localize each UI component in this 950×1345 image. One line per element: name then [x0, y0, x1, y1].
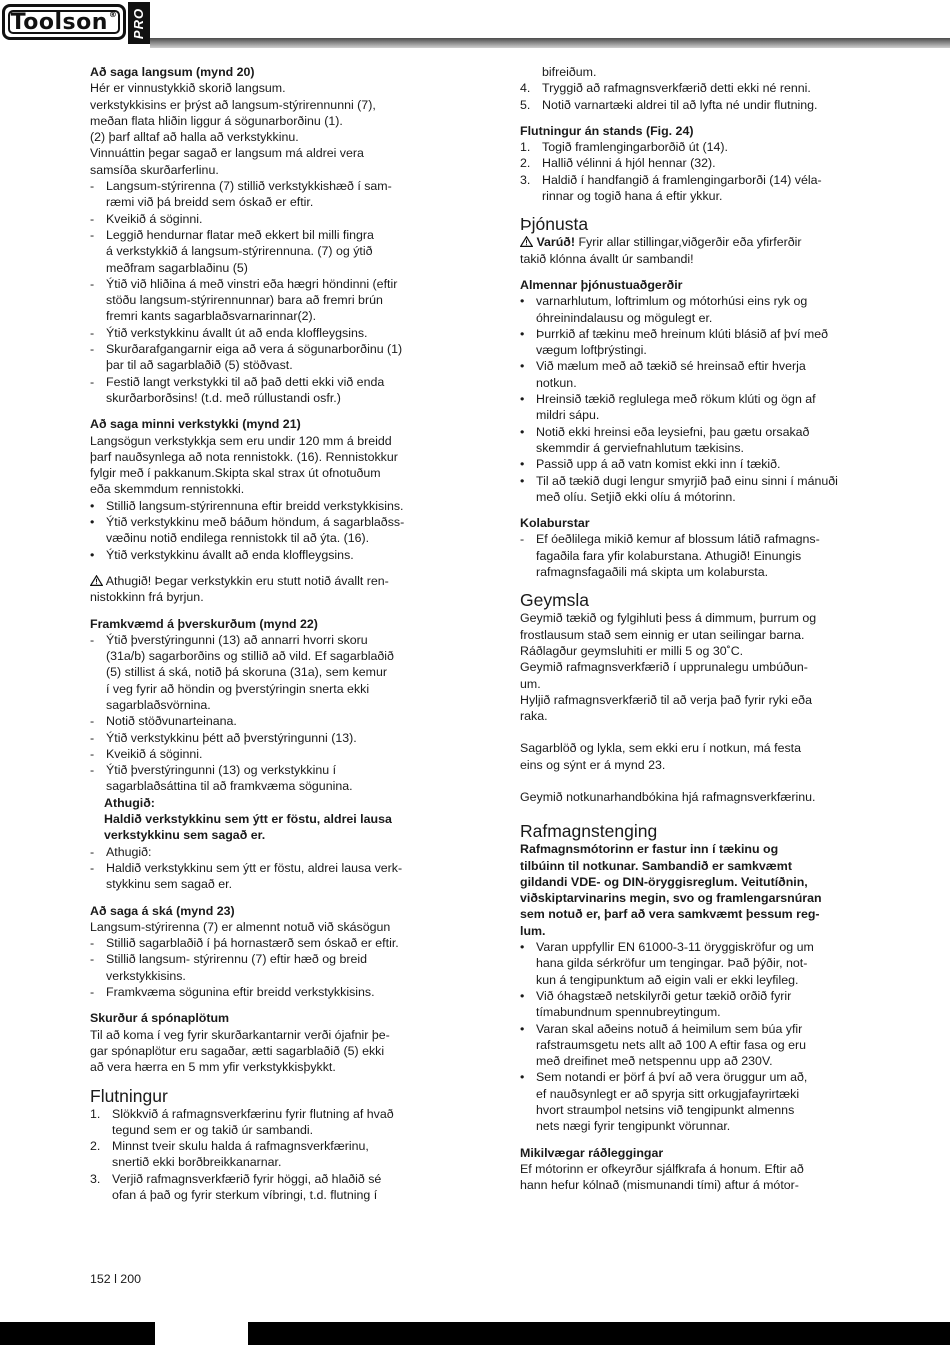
list-item-text: Togið framlengingarborðið út (14). [542, 140, 728, 155]
list-item [520, 358, 865, 391]
text-line: viðskiptarvinarins megin, svo og framlengarsnúran [520, 891, 822, 906]
spacer [90, 406, 435, 416]
list-item-text: Varan skal aðeins notuð á heimilum sem búa yfir [536, 1021, 803, 1036]
list-item-text: bifreiðum. [542, 65, 597, 79]
list-marker: • [520, 359, 525, 374]
list-marker: - [90, 746, 95, 761]
section-heading: Geymsla [520, 590, 590, 611]
list-item [520, 424, 865, 457]
list-item-text: Haldið í handfangið á framlengingarborði (14) véla- [542, 172, 822, 187]
warning-text: takið klónna ávallt úr sambandi! [520, 251, 694, 266]
list-item [90, 713, 435, 729]
list-item [90, 1171, 435, 1204]
list-item-text: varnarhlutum, loftrimlum og mótorhúsi eins ryk og [536, 294, 808, 309]
list-item-text: Sem notandi er þörf á því að vera öruggur um að, [536, 1070, 808, 1085]
list-marker: • [520, 940, 525, 955]
list-marker: - [90, 763, 95, 778]
list-item-text: verkstykkisins. [106, 968, 186, 983]
section-heading: Þjónusta [520, 214, 589, 235]
spacer [90, 606, 435, 616]
subsection-heading: Kolaburstar [520, 516, 590, 531]
spacer [90, 563, 435, 573]
list-item-text: Ýtið þverstýringunni (13) og verkstykkinu í [106, 763, 337, 778]
subsection-heading: Að saga á ská (mynd 23) [90, 903, 235, 918]
text-line: Geymið rafmagnsverkfærið í upprunalegu umbúðun- [520, 660, 808, 675]
list-item-text: Við mælum með að tækið sé hreinsað eftir hverja [536, 359, 806, 374]
text-line: Ef mótorinn er ofkeyrður sjálfkrafa á honum. Eftir að [520, 1161, 804, 1176]
list-item [520, 293, 865, 326]
list-item-text: hvort straumþol netsins við tengipunkt almenns [536, 1103, 795, 1118]
text-line: gildandi VDE- og DIN-öryggisreglum. Veitutíðnin, [520, 874, 808, 889]
subsection-heading: Framkvæmd á þverskurðum (mynd 22) [90, 616, 318, 631]
text-line: raka. [520, 709, 548, 724]
list-item-text: á verkstykkið á langsum-stýrirennuna. (7) og ýtið [106, 244, 373, 259]
list-item-text: ef nauðsynlegt er að spyrja sitt orkugjafayrirtæki [536, 1086, 800, 1101]
toolson-logo [2, 4, 126, 40]
list-marker: - [90, 936, 95, 951]
list-item [520, 531, 865, 580]
list-item-text: Við óhagstæð netskilyrði getur tækið orðið fyrir [536, 988, 792, 1003]
warning-triangle-icon [90, 574, 103, 585]
list-marker: - [90, 325, 95, 340]
spacer [520, 724, 865, 740]
list-item [520, 456, 865, 472]
left-column [90, 64, 435, 1203]
list-marker: • [520, 457, 525, 472]
text-line: Langsögun verkstykkja sem eru undir 120 mm á breidd [90, 433, 392, 448]
list-marker: • [520, 473, 525, 488]
bold-note: Haldið verkstykkinu sem ýtt er föstu, aldrei lausa [104, 812, 392, 827]
footer-bar [0, 1322, 950, 1345]
list-item [90, 325, 435, 341]
page-number: 152 l 200 [90, 1272, 141, 1286]
list-item-text: Notið ekki hreinsi eða leysiefni, þau gætu orsakað [536, 424, 810, 439]
list-item-text: tímabundnum spennubreytingum. [536, 1005, 721, 1020]
list-item-text: væðinu notið endilega rennistokk til að ýta. (16). [106, 531, 370, 546]
list-item-text: Til að tækið dugi lengur smyrjið það einu sinni í mánuði [536, 473, 838, 488]
list-item-text: fremri kants sagarblaðsvarnarinnar(2). [106, 309, 317, 324]
list-item-text: Kveikið á söginni. [106, 211, 203, 226]
list-item-text: stöðu langsum-stýrirennunnar) bara að fremri brún [106, 293, 383, 308]
list-item [520, 64, 865, 80]
list-item [520, 139, 865, 155]
header-bar [150, 38, 950, 48]
list-marker: - [90, 276, 95, 291]
list-item [90, 1138, 435, 1171]
list-marker: • [520, 1070, 525, 1085]
text-line: hann hefur kólnað (mismunandi tími) aftur á mótor- [520, 1178, 799, 1193]
list-item [90, 632, 435, 713]
spacer [520, 267, 865, 277]
list-marker: • [520, 424, 525, 439]
list-item-text: Kveikið á söginni. [106, 746, 203, 761]
text-line: að vera hærra en 5 mm yfir verkstykkisþykkt. [90, 1060, 336, 1075]
list-item-text: skurðarborðsins! (t.d. með rúllustandi osfr.) [106, 390, 341, 405]
text-line: Hér er vinnustykkið skorið langsum. [90, 81, 286, 96]
list-marker: - [520, 532, 525, 547]
list-item-text: Ýtið verkstykkinu þétt að þverstýringunni (13). [106, 730, 357, 745]
warning-label: Varúð! [533, 235, 575, 250]
list-item-text: ofan á það og fyrir sterkum víbringi, t.d. flutning í [112, 1188, 378, 1202]
list-marker: • [520, 988, 525, 1003]
list-item-text: sagarblaðsáttina til að framkvæma sögunina. [106, 779, 353, 794]
warning-text: nistokkinn frá byrjun. [90, 590, 204, 605]
list-item-text: Passið upp á að vatn komist ekki inn í tækið. [536, 457, 781, 472]
spacer [520, 1135, 865, 1145]
list-item-text: vægum loftþrýstingi. [536, 343, 647, 358]
text-line: Rafmagnsmótorinn er fastur inn í tækinu og [520, 842, 779, 857]
list-item [90, 935, 435, 951]
text-line: Ráðlagður geymsluhiti er milli 5 og 30˚C. [520, 643, 744, 658]
spacer [520, 580, 865, 590]
list-item-text: Stillið langsum- stýrirennu (7) eftir hæð og breid [106, 952, 368, 967]
list-item-text: (5) stillist á ská, notið þá skoruna (31a), sem kemur [106, 665, 387, 680]
warning-text: Athugið! Þegar verkstykkin eru stutt notið ávallt ren- [103, 573, 389, 588]
logo-text: Toolson [10, 9, 108, 35]
list-item-text: hana gilda sérkröfur um tengingar. Það þýðir, not- [536, 956, 808, 971]
list-item-text: Haldið verkstykkinu sem ýtt er föstu, aldrei lausa verk- [106, 860, 403, 875]
warning-text: Fyrir allar stillingar,viðgerðir eða yfirferðir [575, 235, 802, 250]
text-line: eins og sýnt er á mynd 23. [520, 757, 666, 772]
spacer [520, 113, 865, 123]
list-item [90, 498, 435, 514]
list-item [90, 1106, 435, 1139]
subsection-heading: Að saga minni verkstykki (mynd 21) [90, 417, 301, 432]
list-marker: - [90, 179, 95, 194]
list-marker: 1. [90, 1106, 101, 1121]
list-marker: • [520, 1021, 525, 1036]
list-item-text: óhreinindalausu og mögulegt er. [536, 310, 713, 325]
list-item-text: rinnar og togið hana á eftir ykkur. [542, 189, 723, 204]
subsection-heading: Almennar þjónustuaðgerðir [520, 277, 683, 292]
spacer [90, 893, 435, 903]
list-item-text: notkun. [536, 375, 577, 390]
list-marker: 4. [520, 81, 531, 96]
text-line: sem notuð er, þarf að vera samkvæmt þessum reg- [520, 907, 820, 922]
text-line: þarf nauðsynlega að nota rennistokk. (16). Rennistokkur [90, 449, 398, 464]
warning-note [90, 573, 435, 589]
list-item-text: Hallið vélinni á hjól hennar (32). [542, 156, 716, 171]
list-item-text: Varan uppfyllir EN 61000-3-11 öryggiskröfur og um [536, 940, 814, 955]
spacer [520, 505, 865, 515]
list-item [90, 211, 435, 227]
text-line: Langsum-stýrirenna (7) er almennt notuð við skásögun [90, 919, 391, 934]
list-item-text: Slökkvið á rafmagnsverkfærinu fyrir flutning af hvað [112, 1106, 394, 1121]
list-item [520, 155, 865, 171]
list-item-text: Notið stöðvunarteinana. [106, 714, 237, 729]
text-line: Sagarblöð og lykla, sem ekki eru í notkun, má festa [520, 741, 801, 756]
list-marker: 2. [90, 1139, 101, 1154]
list-item [520, 1069, 865, 1134]
list-item-text: Ýtið við hliðina á með vinstri eða hægri höndinni (eftir [106, 276, 398, 291]
list-marker: - [90, 730, 95, 745]
subsection-heading: Mikilvægar ráðleggingar [520, 1145, 664, 1160]
text-line: um. [520, 676, 541, 691]
list-marker: - [90, 632, 95, 647]
pro-badge: PRO [128, 2, 150, 44]
list-item-text: Ýtið verkstykkinu ávallt út að enda kloffleygsins. [106, 325, 368, 340]
warning-note [520, 234, 865, 250]
subsection-heading: Flutningur án stands (Fig. 24) [520, 123, 694, 138]
list-marker: • [520, 294, 525, 309]
list-item [520, 97, 865, 113]
list-item [90, 276, 435, 325]
list-marker: - [90, 860, 95, 875]
list-item [90, 374, 435, 407]
list-item [520, 939, 865, 988]
spacer [520, 204, 865, 214]
footer-gap [155, 1322, 248, 1345]
list-item [90, 746, 435, 762]
list-item-text: Framkvæma sögunina eftir breidd verkstykkisins. [106, 985, 375, 1000]
text-line: Geymið tækið og fylgihluti þess á dimmum, þurrum og [520, 611, 817, 626]
text-line: Geymið notkunarhandbókina hjá rafmagnsverkfærinu. [520, 789, 816, 804]
warning-triangle-icon [520, 235, 533, 246]
list-item-text: Verjið rafmagnsverkfærið fyrir höggi, að hlaðið sé [112, 1171, 382, 1186]
list-item [520, 80, 865, 96]
list-marker: 1. [520, 140, 531, 155]
list-item [90, 547, 435, 563]
list-item [520, 1021, 865, 1070]
section-heading: Rafmagnstenging [520, 821, 658, 842]
list-item-text: ræmi við þá breidd sem óskað er eftir. [106, 195, 314, 210]
text-line: eða skemmdum rennistokki. [90, 482, 245, 497]
list-item [520, 391, 865, 424]
list-item-text: Leggið hendurnar flatar með ekkert bil milli fingra [106, 227, 374, 242]
list-item-text: Ýtið þverstýringunni (13) að annarri hvorri skoru [106, 632, 368, 647]
list-marker: • [90, 515, 95, 530]
list-item [520, 172, 865, 205]
list-marker: - [90, 952, 95, 967]
spacer [520, 805, 865, 821]
bold-note: verkstykkinu sem sagað er. [104, 828, 266, 843]
list-item-text: tegund sem er og takið úr sambandi. [112, 1122, 314, 1137]
list-item [90, 178, 435, 211]
right-column [520, 64, 865, 1194]
list-item [90, 844, 435, 860]
page-header [0, 0, 950, 50]
text-line: meðan flata hliðin liggur á sögunarborðinu (1). [90, 113, 343, 128]
list-item-text: kun á tengipunktum að eigin vali er ekki leyfileg. [536, 972, 799, 987]
list-item-text: Minnst tveir skulu halda á rafmagnsverkfærinu, [112, 1139, 369, 1154]
list-item-text: Ýtið verkstykkinu ávallt að enda kloffleygsins. [106, 547, 354, 562]
list-item [520, 473, 865, 506]
list-marker: • [90, 547, 95, 562]
list-item-text: skemmdir á gerviefnahlutum tækisins. [536, 440, 744, 455]
list-marker: • [520, 392, 525, 407]
list-marker: - [90, 374, 95, 389]
text-line: lum. [520, 923, 546, 938]
text-line: tilbúinn til notkunar. Sambandið er samkvæmt [520, 858, 792, 873]
text-line: (2) þarf alltaf að halla að verkstykkinu. [90, 130, 299, 145]
list-item-text: þar til að sagarblaðið (5) stöðvast. [106, 358, 293, 373]
list-item [90, 514, 435, 547]
subsection-heading: Skurður á spónaplötum [90, 1011, 230, 1026]
list-marker: • [90, 498, 95, 513]
list-item [90, 341, 435, 374]
list-item-text: Notið varnartæki aldrei til að lyfta né undir flutning. [542, 97, 818, 112]
list-marker: 2. [520, 156, 531, 171]
list-marker: - [90, 211, 95, 226]
list-item-text: rafmagnsfagaðili má skipta um kolabursta. [536, 565, 769, 580]
list-item-text: meðfram sagarblaðinu (5) [106, 260, 248, 275]
list-marker: - [90, 985, 95, 1000]
bold-note: Athugið: [104, 795, 155, 810]
text-line: samsíða skurðarferlinu. [90, 162, 219, 177]
text-line: verkstykkisins er þrýst að langsum-stýrirennunni (7), [90, 97, 376, 112]
text-line: Hyljið rafmagnsverkfærið til að verja það fyrir ryki eða [520, 692, 812, 707]
list-marker: • [520, 326, 525, 341]
list-item [90, 984, 435, 1000]
list-item [90, 730, 435, 746]
list-item-text: Þurrkið af tækinu með hreinum klúti blásið af því með [536, 326, 828, 341]
list-item-text: sagarblaðsvörnina. [106, 697, 211, 712]
list-item [90, 860, 435, 893]
text-line: frostlausum stað sem einnig er utan seilingar barna. [520, 627, 805, 642]
list-item-text: Tryggið að rafmagnsverkfærið detti ekki né renni. [542, 81, 811, 96]
list-item [520, 326, 865, 359]
list-marker: 3. [90, 1171, 101, 1186]
list-item [90, 762, 435, 795]
list-item-text: Hreinsið tækið reglulega með rökum klúti og ögn af [536, 392, 816, 407]
logo-registered-mark: ® [108, 9, 118, 19]
list-marker: - [90, 714, 95, 729]
list-item [520, 988, 865, 1021]
list-item-text: Langsum-stýrirenna (7) stillið verkstykkishæð í sam- [106, 179, 392, 194]
section-heading: Flutningur [90, 1085, 168, 1106]
list-marker: 3. [520, 172, 531, 187]
text-line: fylgir með í pakkanum.Skipta skal strax út ofnotuðum [90, 466, 381, 481]
list-item-text: snertið ekki borðbreikkanarnar. [112, 1155, 282, 1170]
subsection-heading: Að saga langsum (mynd 20) [90, 65, 255, 79]
list-item-text: með dreifinet með netspennu upp að 230V. [536, 1054, 773, 1069]
spacer [90, 1076, 435, 1086]
spacer [520, 773, 865, 789]
list-item-text: rafstraumsgetu nets allt að 100 A eftir fasa og eru [536, 1037, 806, 1052]
list-marker: - [90, 844, 95, 859]
spacer [90, 1000, 435, 1010]
list-item [90, 227, 435, 276]
text-line: gar spónaplötur eru sagaðar, ætti sagarblaðið (5) ekki [90, 1043, 385, 1058]
list-item-text: mildri sápu. [536, 408, 600, 423]
list-item-text: Ef óeðlilega mikið kemur af blossum látið rafmagns- [536, 532, 820, 547]
list-marker: 5. [520, 97, 531, 112]
list-item-text: Athugið: [106, 844, 152, 859]
text-line: Vinnuáttin þegar sagað er langsum má aldrei vera [90, 146, 364, 161]
list-item-text: Stillið langsum-stýrirennuna eftir breidd verkstykkisins. [106, 498, 404, 513]
list-marker: - [90, 342, 95, 357]
list-item-text: fagaðila fara yfir kolaburstana. Athugið! Einungis [536, 548, 802, 563]
list-item-text: Ýtið verkstykkinu með báðum höndum, á sagarblaðss- [106, 515, 405, 530]
list-item-text: í veg fyrir að höndin og þverstýringin snerta ekki [106, 681, 370, 696]
list-item-text: stykkinu sem sagað er. [106, 877, 233, 892]
list-item-text: með olíu. Setjið ekki olíu á mótorinn. [536, 489, 736, 504]
list-item-text: nets nægi fyrir tengipunkt vörunnar. [536, 1119, 731, 1134]
text-line: Til að koma í veg fyrir skurðarkantarnir verði ójafnir þe- [90, 1027, 390, 1042]
list-item-text: Stillið sagarblaðið í þá hornastærð sem óskað er eftir. [106, 936, 399, 951]
list-marker: - [90, 227, 95, 242]
list-item-text: Skurðarafgangarnir eiga að vera á sögunarborðinu (1) [106, 342, 403, 357]
list-item-text: (31a/b) sagarborðins og stillið að vild. Ef sagarblaðið [106, 649, 394, 664]
list-item [90, 951, 435, 984]
list-item-text: Festið langt verkstykki til að það detti ekki við enda [106, 374, 385, 389]
